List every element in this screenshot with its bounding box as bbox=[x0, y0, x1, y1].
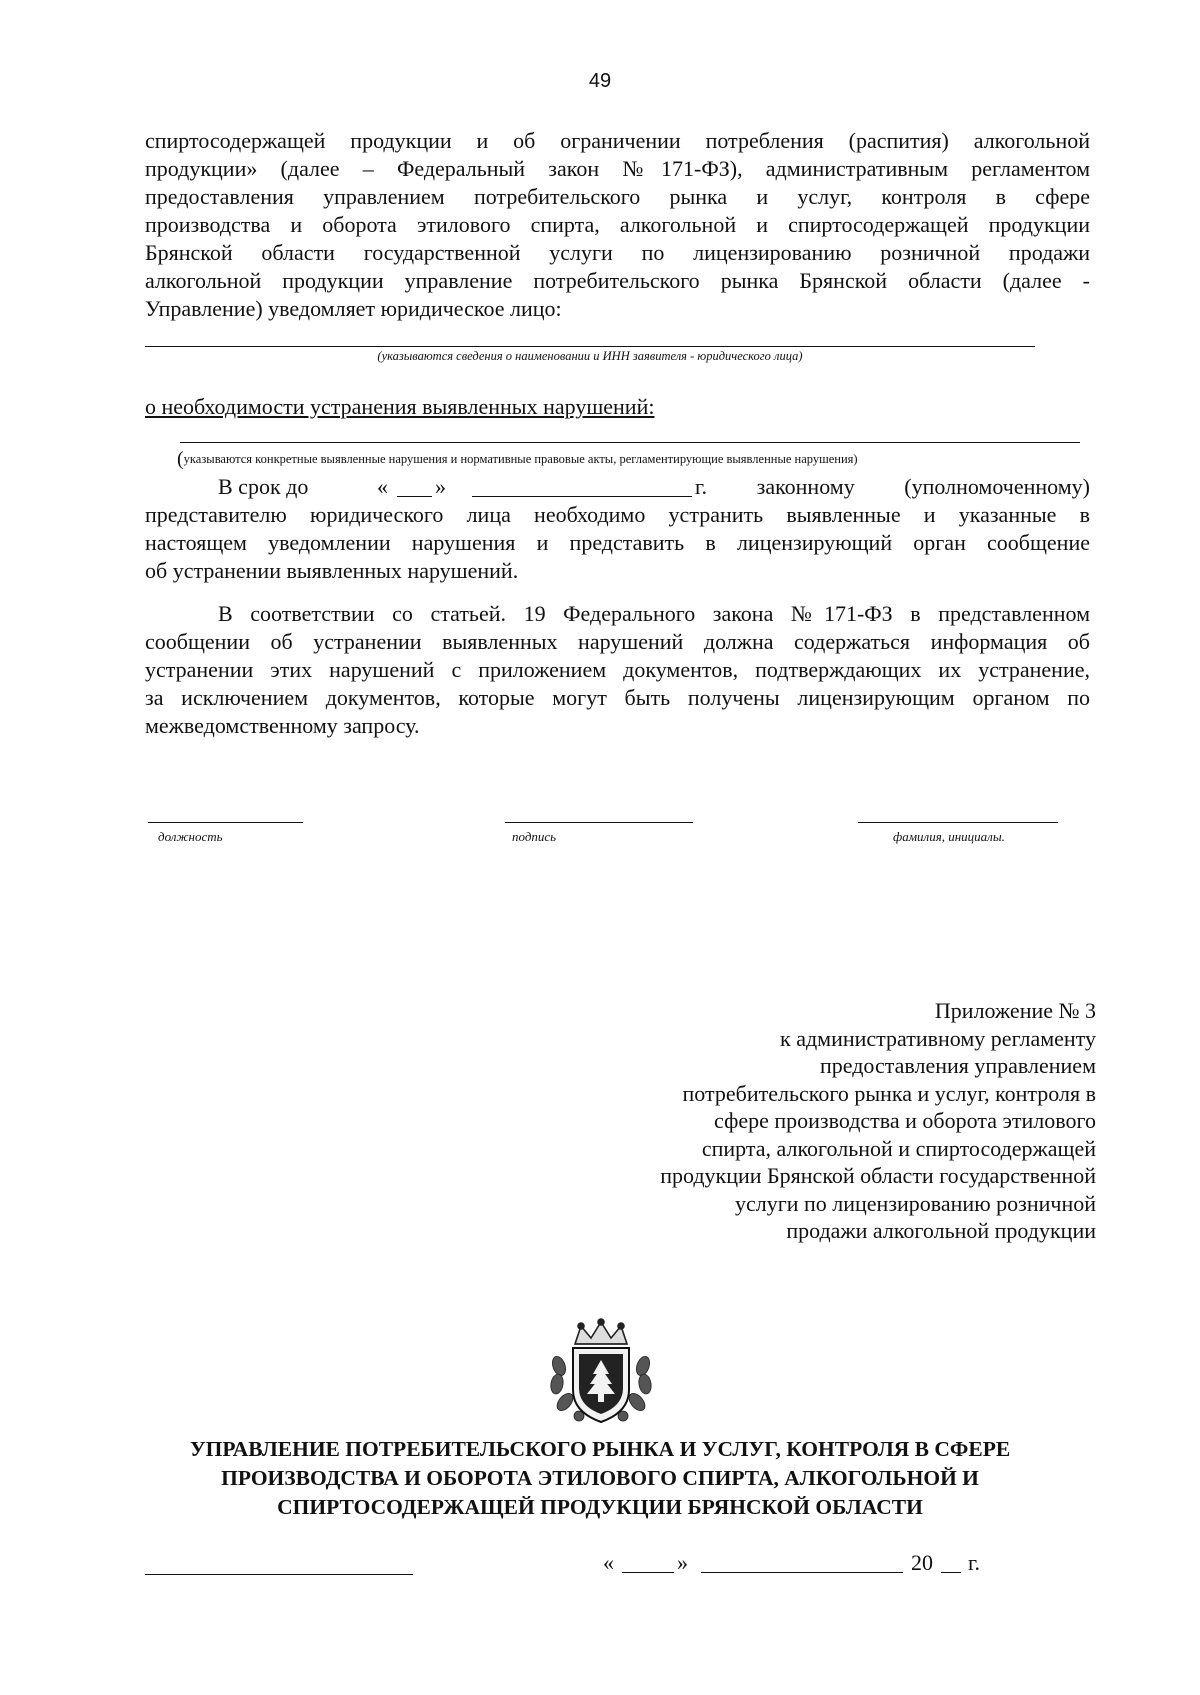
appendix-line: к административному регламенту bbox=[780, 1025, 1096, 1051]
coat-of-arms-icon bbox=[545, 1316, 657, 1428]
appendix-line: продукции Брянской области государственной bbox=[660, 1163, 1096, 1188]
text-line: В соответствии со статьей. 19 Федерального закона №171-ФЗ в представленном bbox=[218, 601, 1090, 626]
deadline-line bbox=[145, 473, 1090, 501]
paragraph-article19 bbox=[145, 600, 1090, 740]
paragraph-deadline bbox=[145, 473, 1090, 585]
violations-hint: (указываются конкретные выявленные нарушения и нормативные правовые акты, регламентирующие выявленные нарушения) bbox=[177, 448, 858, 470]
appendix-line: потребительского рынка и услуг, контроля в bbox=[682, 1080, 1096, 1106]
date-year-suffix: г. bbox=[968, 1550, 981, 1575]
violations-heading: о необходимости устранения выявленных нарушений: bbox=[145, 394, 655, 419]
appendix-line: предоставления управлением bbox=[819, 1053, 1096, 1078]
appendix-line: сфере производства и оборота этилового bbox=[714, 1108, 1096, 1133]
date-day-fill bbox=[622, 1552, 674, 1573]
page-number: 49 bbox=[588, 70, 612, 92]
deadline-prefix: В срок до bbox=[218, 474, 309, 499]
day-fill-line bbox=[397, 476, 432, 497]
date-year-prefix: 20 bbox=[911, 1550, 933, 1575]
text-line: предоставления управлением потребительского рынка и услуг, контроля в сфере bbox=[145, 184, 1090, 209]
position-fill-line bbox=[148, 812, 303, 823]
appendix-line: спирта, алкогольной и спиртосодержащей bbox=[701, 1135, 1096, 1161]
deadline-quote-close: » bbox=[435, 474, 446, 499]
text-line: настоящем уведомлении нарушения и представить в лицензирующий орган сообщение bbox=[145, 530, 1090, 555]
appendix-line: продажи алкогольной продукции bbox=[786, 1218, 1096, 1243]
organization-name bbox=[0, 1435, 1200, 1522]
date-month-fill bbox=[701, 1552, 903, 1573]
text-line: об устранении выявленных нарушений. bbox=[145, 558, 519, 583]
date-quote-close: » bbox=[677, 1550, 688, 1575]
text-line: сообщении об устранении выявленных нарушений должна содержаться информация об bbox=[145, 629, 1090, 654]
violations-fill-line bbox=[180, 428, 1080, 443]
text-line: алкогольной продукции управление потребительского рынка Брянской области (далее - bbox=[145, 268, 1090, 293]
deadline-quote-open: « bbox=[377, 474, 388, 499]
text-line: спиртосодержащей продукции и об ограничении потребления (распития) алкогольной bbox=[145, 128, 1090, 153]
name-label: фамилия, инициалы. bbox=[893, 829, 1005, 844]
violations-hint-text: указываются конкретные выявленные нарушения и нормативные правовые акты, регламентирующие выявленные нарушения) bbox=[183, 452, 858, 466]
date-line bbox=[603, 1549, 1003, 1577]
text-line: производства и оборота этилового спирта, алкогольной и спиртосодержащей продукции bbox=[145, 212, 1090, 237]
text-line: за исключением документов, которые могут быть получены лицензирующим органом по bbox=[145, 685, 1090, 710]
applicant-fill-line bbox=[145, 330, 1035, 347]
signature-fill-line bbox=[505, 812, 693, 823]
name-fill-line bbox=[858, 812, 1058, 823]
org-line: УПРАВЛЕНИЕ ПОТРЕБИТЕЛЬСКОГО РЫНКА И УСЛУГ, КОНТРОЛЯ В СФЕРЕ bbox=[189, 1437, 1011, 1461]
deadline-suffix: г. законному (уполномоченному) bbox=[695, 474, 1090, 499]
appendix-line: услуги по лицензированию розничной bbox=[734, 1190, 1096, 1216]
text-line: межведомственному запросу. bbox=[145, 713, 420, 738]
month-fill-line bbox=[472, 476, 692, 497]
text-line: Управление) уведомляет юридическое лицо: bbox=[145, 296, 562, 321]
org-line: СПИРТОСОДЕРЖАЩЕЙ ПРОДУКЦИИ БРЯНСКОЙ ОБЛАСТИ bbox=[277, 1495, 923, 1519]
signature-label: подпись bbox=[512, 829, 557, 844]
position-label: должность bbox=[158, 829, 223, 844]
paragraph-intro bbox=[145, 127, 1090, 323]
org-line: ПРОИЗВОДСТВА И ОБОРОТА ЭТИЛОВОГО СПИРТА, АЛКОГОЛЬНОЙ И bbox=[221, 1466, 979, 1490]
appendix-header bbox=[576, 997, 1096, 1245]
date-year-fill bbox=[941, 1552, 961, 1573]
text-line: представителю юридического лица необходимо устранить выявленные и указанные в bbox=[145, 502, 1090, 527]
text-line: Брянской области государственной услуги по лицензированию розничной продажи bbox=[145, 240, 1090, 265]
text-line: продукции» (далее – Федеральный закон №171-ФЗ), административным регламентом bbox=[145, 156, 1090, 181]
applicant-hint: (указываются сведения о наименовании и ИНН заявителя - юридического лица) bbox=[377, 349, 803, 363]
date-quote-open: « bbox=[603, 1550, 614, 1575]
number-fill-line bbox=[145, 1554, 413, 1575]
appendix-line: Приложение № 3 bbox=[934, 998, 1096, 1023]
text-line: устранении этих нарушений с приложением документов, подтверждающих их устранение, bbox=[145, 657, 1090, 682]
